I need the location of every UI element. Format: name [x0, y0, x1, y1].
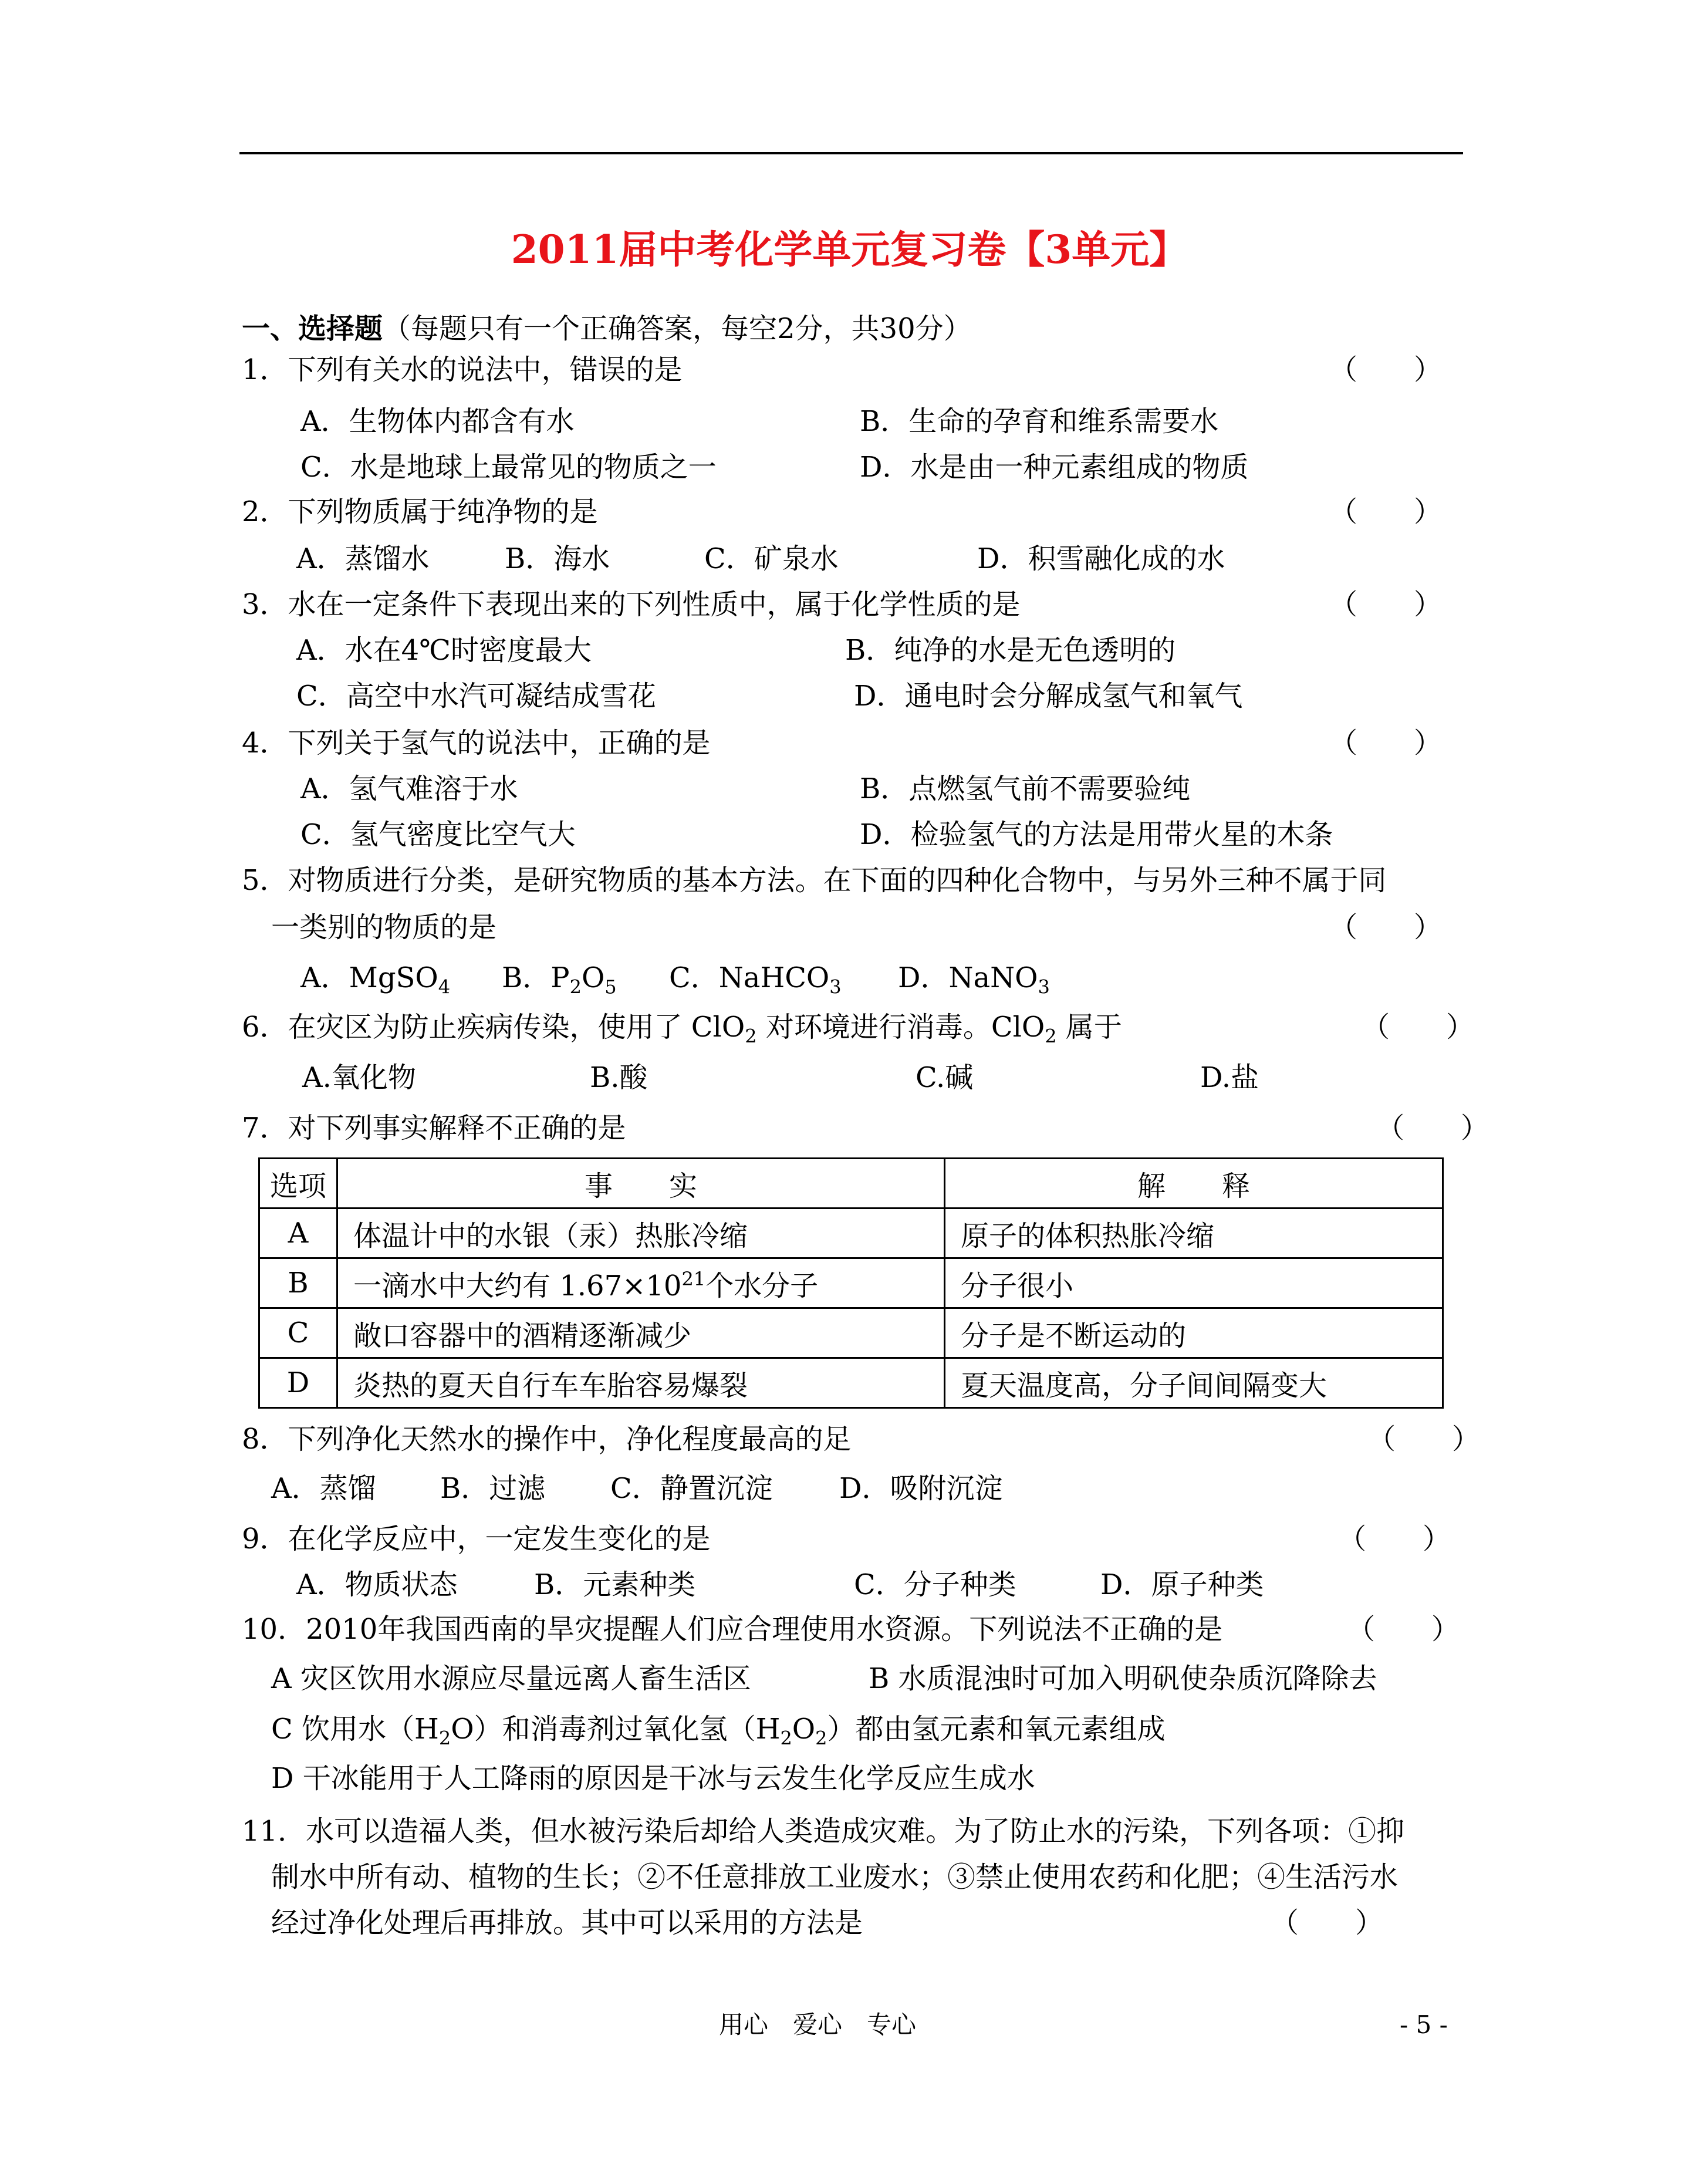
q9-stem: 9．在化学反应中，一定发生变化的是: [242, 1523, 711, 1555]
table-cell: D: [259, 1358, 337, 1408]
q1-option-a: A．生物体内都含有水: [300, 405, 575, 438]
q4-option-d: D．检验氢气的方法是用带火星的木条: [860, 818, 1333, 851]
q4-option-a: A．氢气难溶于水: [300, 772, 518, 805]
q5-option-d: D．NaNO$_3$: [898, 961, 1050, 998]
q3-option-b: B．纯净的水是无色透明的: [845, 634, 1176, 667]
table-cell: 原子的体积热胀冷缩: [945, 1209, 1443, 1258]
q10-option-c: C 饮用水$(H_2O)$和消毒剂过氧化氢$(H_2O_2)$都由氢元素和氧元素组成: [271, 1713, 1166, 1750]
table-row: [259, 1209, 1443, 1258]
q8-option-d: D．吸附沉淀: [839, 1472, 1003, 1505]
q2-option-d: D．积雪融化成的水: [977, 542, 1225, 575]
q8-stem: 8．下列净化天然水的操作中，净化程度最高的足: [242, 1423, 852, 1456]
q2-option-a: A．蒸馏水: [296, 542, 430, 575]
q5-stem-line2: 一类别的物质的是: [271, 911, 497, 944]
q3-answer-blank: （ ）: [1329, 588, 1443, 621]
q9-answer-blank: （ ）: [1338, 1523, 1451, 1555]
section-title: 一、选择题: [242, 312, 383, 345]
q1-option-c: C．水是地球上最常见的物质之一: [300, 451, 717, 484]
footer-slogan: 用心 爱心 专心: [719, 2010, 917, 2039]
q11-stem-line2: 制水中所有动、植物的生长；②不任意排放工业废水；③禁止使用农药和化肥；④生活污水: [271, 1861, 1399, 1893]
q8-option-c: C．静置沉淀: [610, 1472, 773, 1505]
q2-option-c: C．矿泉水: [704, 542, 839, 575]
table-cell: 分子很小: [945, 1258, 1443, 1308]
q10-option-b: B 水质混浊时可加入明矾使杂质沉降除去: [869, 1662, 1377, 1695]
table-header: 解 释: [945, 1159, 1443, 1209]
q6-answer-blank: （ ）: [1362, 1011, 1475, 1044]
q9-option-c: C．分子种类: [854, 1568, 1016, 1601]
q4-answer-blank: （ ）: [1329, 727, 1443, 759]
q10-answer-blank: （ ）: [1347, 1613, 1460, 1646]
q5-option-b: B．$P_2O_5$: [502, 961, 617, 998]
q2-option-b: B．海水: [505, 542, 610, 575]
q3-option-c: C．高空中水汽可凝结成雪花: [296, 680, 656, 713]
q11-stem-line3: 经过净化处理后再排放。其中可以采用的方法是: [271, 1906, 863, 1939]
q1-option-d: D．水是由一种元素组成的物质: [860, 451, 1249, 484]
section-heading: [242, 311, 972, 346]
table-header: 事 实: [337, 1159, 945, 1209]
header-rule: [239, 152, 1463, 154]
q8-answer-blank: （ ）: [1367, 1423, 1481, 1456]
table-cell: 夏天温度高，分子间间隔变大: [945, 1358, 1443, 1408]
q1-option-b: B．生命的孕育和维系需要水: [860, 405, 1219, 438]
q6-option-d: D.盐: [1200, 1061, 1259, 1094]
q3-option-a: A．水在4℃时密度最大: [296, 634, 592, 667]
table-cell: 敞口容器中的酒精逐渐减少: [337, 1308, 945, 1358]
table-cell: C: [259, 1308, 337, 1358]
q5-answer-blank: （ ）: [1329, 911, 1443, 944]
q6-stem: 6．在灾区为防止疾病传染，使用了 ClO$_2$ 对环境进行消毒。ClO$_2$ 属于: [242, 1011, 1122, 1048]
q2-answer-blank: （ ）: [1329, 495, 1443, 528]
table-cell: 体温计中的水银（汞）热胀冷缩: [337, 1209, 945, 1258]
q2-stem: 2．下列物质属于纯净物的是: [242, 495, 598, 528]
table-header: 选项: [259, 1159, 337, 1209]
q4-option-c: C．氢气密度比空气大: [300, 818, 576, 851]
q9-option-a: A．物质状态: [296, 1568, 458, 1601]
q9-option-d: D．原子种类: [1100, 1568, 1264, 1601]
table-cell: 炎热的夏天自行车车胎容易爆裂: [337, 1358, 945, 1408]
table-header-row: [259, 1159, 1443, 1209]
q6-option-b: B.酸: [590, 1061, 648, 1094]
q5-option-c: C．NaHCO$_3$: [669, 961, 842, 998]
q8-option-a: A．蒸馏: [271, 1472, 376, 1505]
q1-answer-blank: （ ）: [1329, 353, 1443, 386]
q9-option-b: B．元素种类: [534, 1568, 696, 1601]
q11-stem-line1: 11．水可以造福人类，但水被污染后却给人类造成灾难。为了防止水的污染，下列各项：①抑: [242, 1815, 1405, 1848]
q6-option-a: A.氧化物: [302, 1061, 416, 1094]
q10-option-a: A 灾区饮用水源应尽量远离人畜生活区: [271, 1662, 751, 1695]
q4-stem: 4．下列关于氢气的说法中，正确的是: [242, 727, 711, 759]
q5-stem-line1: 5．对物质进行分类，是研究物质的基本方法。在下面的四种化合物中，与另外三种不属于同: [242, 864, 1387, 897]
q6-option-c: C.碱: [916, 1061, 974, 1094]
table-cell: B: [259, 1258, 337, 1308]
q1-stem: 1．下列有关水的说法中，错误的是: [242, 353, 683, 386]
table-row: [259, 1308, 1443, 1358]
q3-stem: 3．水在一定条件下表现出来的下列性质中，属于化学性质的是: [242, 588, 1021, 621]
q8-option-b: B．过滤: [440, 1472, 546, 1505]
table-row: [259, 1358, 1443, 1408]
table-cell: 分子是不断运动的: [945, 1308, 1443, 1358]
page-number: - 5 -: [1400, 2010, 1448, 2039]
q7-table: [258, 1157, 1444, 1409]
q7-stem: 7．对下列事实解释不正确的是: [242, 1112, 626, 1145]
table-cell: 一滴水中大约有 $1.67\times 10^{21}$个水分子: [337, 1258, 945, 1308]
q10-option-d: D 干冰能用于人工降雨的原因是干冰与云发生化学反应生成水: [271, 1762, 1035, 1795]
q4-option-b: B．点燃氢气前不需要验纯: [860, 772, 1191, 805]
page-title: 2011届中考化学单元复习卷【3单元】: [511, 227, 1188, 272]
q11-answer-blank: （ ）: [1271, 1906, 1384, 1939]
q5-option-a: A．MgSO$_4$: [300, 961, 451, 998]
q3-option-d: D．通电时会分解成氢气和氧气: [854, 680, 1243, 713]
table-row: [259, 1258, 1443, 1308]
table-cell: A: [259, 1209, 337, 1258]
section-note: （每题只有一个正确答案，每空2分，共30分）: [383, 312, 972, 345]
q7-answer-blank: （ ）: [1376, 1112, 1489, 1145]
q10-stem: 10．2010年我国西南的旱灾提醒人们应合理使用水资源。下列说法不正确的是: [242, 1613, 1223, 1646]
